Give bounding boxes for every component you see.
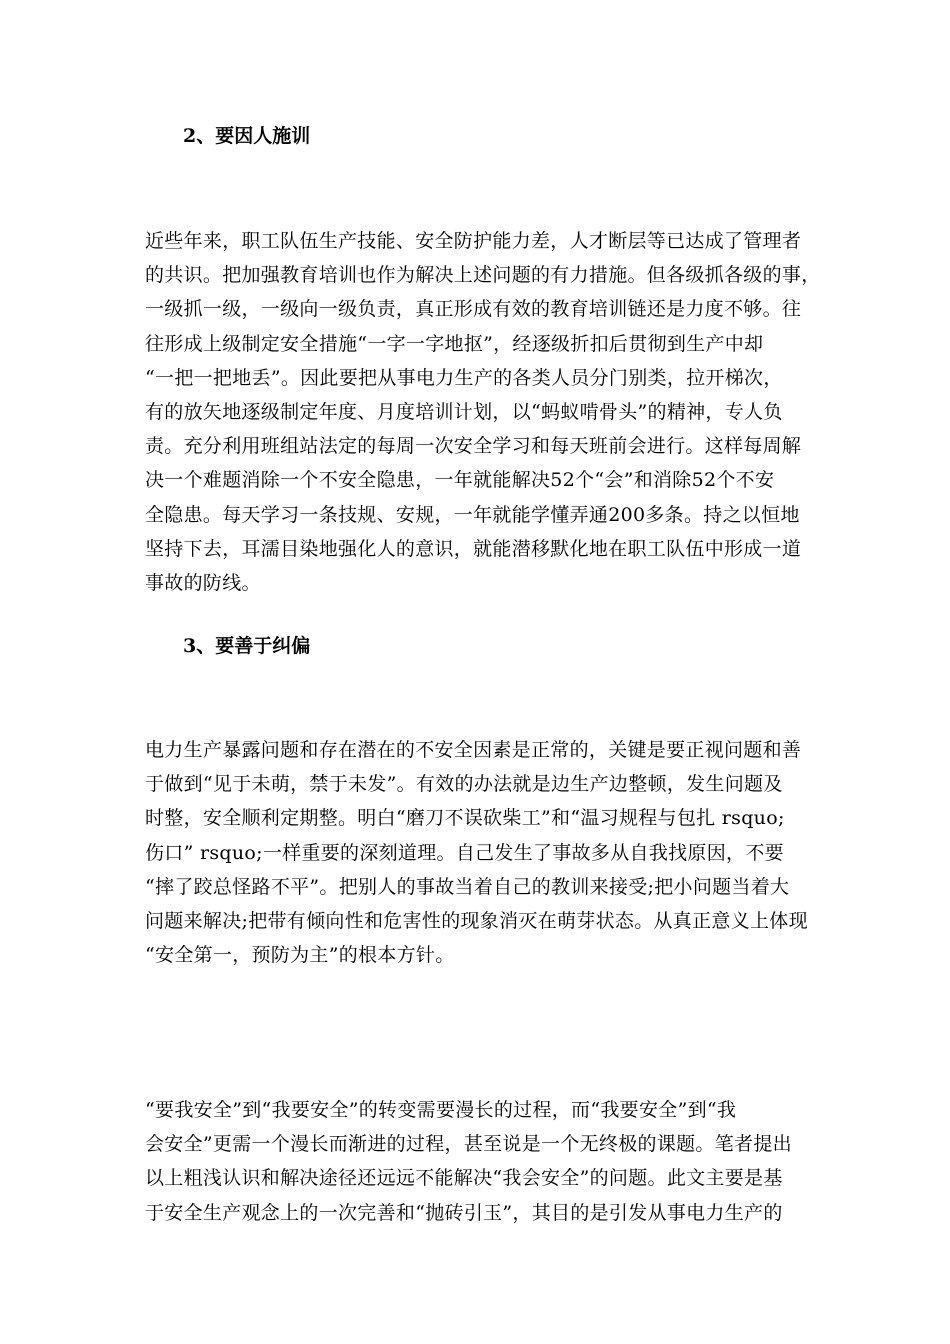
paragraph-training — [145, 224, 821, 600]
paragraph-line: 于安全生产观念上的一次完善和“抛砖引玉”，其目的是引发从事电力生产的 — [145, 1201, 783, 1224]
section-heading-2: 2、要因人施训 — [183, 125, 311, 147]
paragraph-line: 有的放矢地逐级制定年度、月度培训计划，以“蚂蚁啃骨头”的精神，专人负 — [145, 400, 783, 423]
section-heading-3: 3、要善于纠偏 — [183, 635, 311, 657]
paragraph-line: 问题来解决;把带有倾向性和危害性的现象消灭在萌芽状态。从真正意义上体现 — [145, 909, 808, 932]
paragraph-line: 于做到“见于未萌，禁于未发”。有效的办法就是边生产边整顿，发生问题及 — [145, 773, 783, 796]
paragraph-line: 的共识。把加强教育培训也作为解决上述问题的有力措施。但各级抓各级的事， — [145, 264, 821, 287]
paragraph-line: 往形成上级制定安全措施“一字一字地抠”，经逐级折扣后贯彻到生产中却 — [145, 332, 764, 355]
paragraph-line: 事故的防线。 — [145, 571, 261, 594]
paragraph-conclusion — [145, 1093, 815, 1230]
paragraph-line: 会安全”更需一个漫长而渐进的过程，甚至说是一个无终极的课题。笔者提出 — [145, 1133, 792, 1156]
paragraph-line: 近些年来，职工队伍生产技能、安全防护能力差，人才断层等已达成了管理者 — [145, 230, 802, 252]
paragraph-line: 一级抓一级，一级向一级负责，真正形成有效的教育培训链还是力度不够。往 — [145, 298, 802, 321]
paragraph-line: 全隐患。每天学习一条技规、安规，一年就能学懂弄通200多条。持之以恒地 — [145, 503, 800, 526]
paragraph-line: 责。充分利用班组站法定的每周一次安全学习和每天班前会进行。这样每周解 — [145, 435, 802, 458]
paragraph-line: 电力生产暴露问题和存在潜在的不安全因素是正常的，关键是要正视问题和善 — [145, 739, 802, 761]
paragraph-line: “要我安全”到“我要安全”的转变需要漫长的过程，而“我要安全”到“我 — [145, 1099, 737, 1121]
paragraph-line: 坚持下去，耳濡目染地强化人的意识，就能潜移默化地在职工队伍中形成一道 — [145, 537, 802, 560]
paragraph-line: 决一个难题消除一个不安全隐患，一年就能解决52个“会”和消除52个不安 — [145, 469, 775, 492]
paragraph-line: “安全第一，预防为主”的根本方针。 — [145, 944, 455, 967]
paragraph-line: “一把一把地丢”。因此要把从事电力生产的各类人员分门别类，拉开梯次， — [145, 366, 783, 389]
paragraph-line: 伤口” rsquo;一样重要的深刻道理。自己发生了事故多从自我找原因，不要 — [145, 841, 784, 864]
paragraph-line: 时整，安全顺利定期整。明白“磨刀不误砍柴工”和“温习规程与包扎 rsquo; — [145, 807, 785, 830]
paragraph-line: 以上粗浅认识和解决途径还远远不能解决“我会安全”的问题。此文主要是基 — [145, 1167, 783, 1190]
paragraph-correction — [145, 733, 815, 972]
paragraph-line: “摔了跤总怪路不平”。把别人的事故当着自己的教训来接受;把小问题当着大 — [145, 875, 790, 898]
